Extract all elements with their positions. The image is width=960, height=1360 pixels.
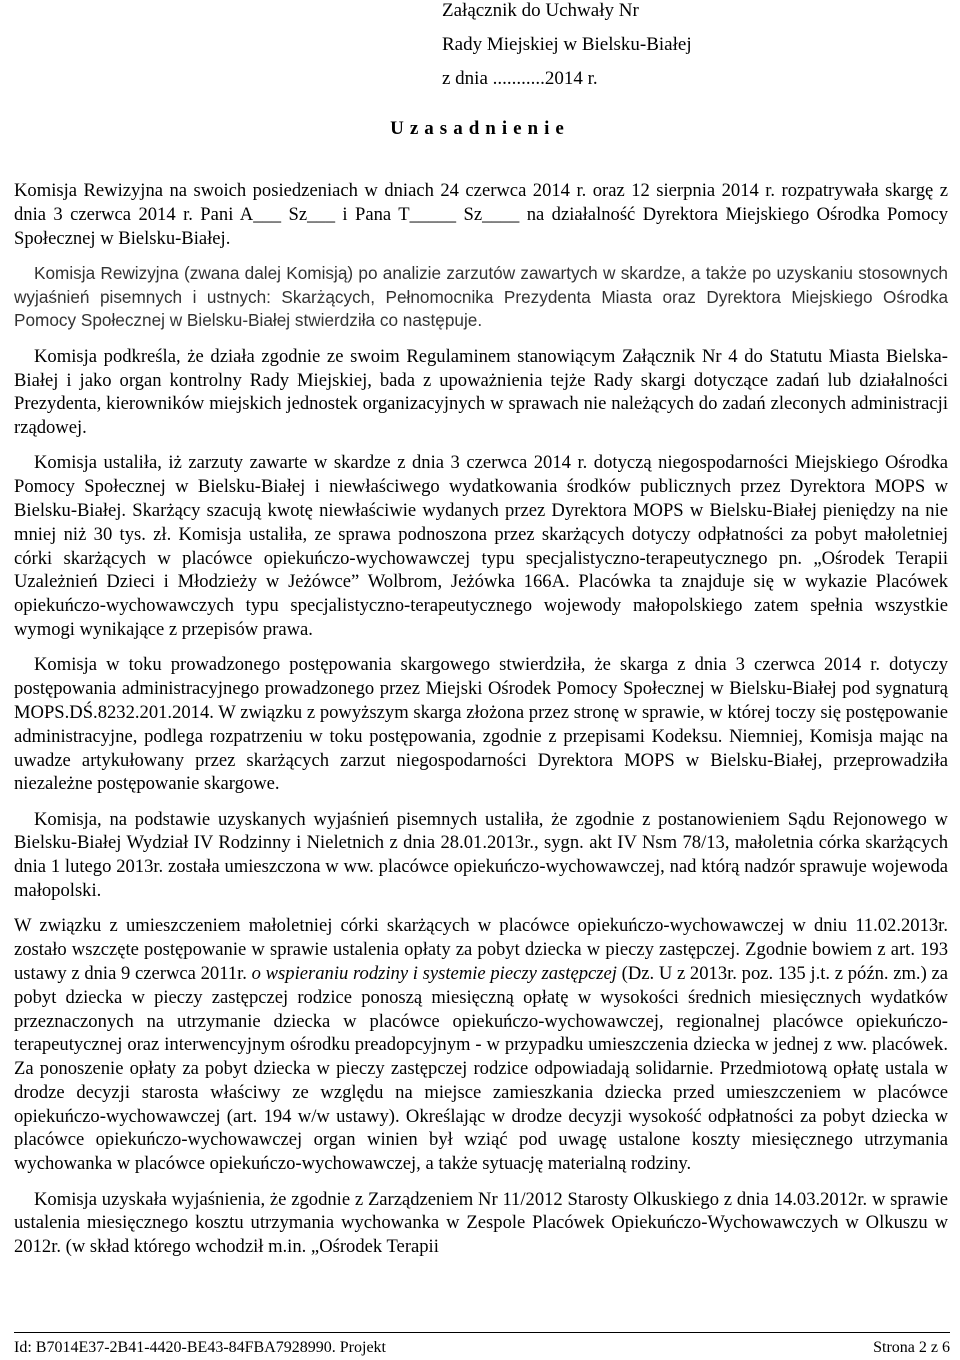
footer-page-number: Strona 2 z 6 [873, 1339, 950, 1356]
paragraph-complaint-intro: Komisja Rewizyjna na swoich posiedzeniach w dniach 24 czerwca 2014 r. oraz 12 sierpnia 2014 r. rozpatrywała skargę z dnia 3 czerwca 2014 r. Pani A___ Sz___ i Pana T_____ Sz____ na działalność Dyrektora Miejskiego Ośrodka Pomocy Społecznej w Bielsku-Białej. [14, 180, 948, 249]
footer-document-id: Id: B7014E37-2B41-4420-BE43-84FBA7928990. Projekt [14, 1339, 386, 1356]
section-title: Uzasadnienie [390, 118, 570, 139]
paragraph-fee-procedure-end: (Dz. U z 2013r. poz. 135 j.t. z późn. zm.) za pobyt dziecka w pieczy zastępczej rodzice ponoszą miesięczną opłatę w wysokości średnich miesięcznych wydatków przeznaczonych na utrzymanie dziecka w placówce opiekuńczo-wychowawczej, regionalnej placówce opiekuńczo-terapeutycznej oraz interwencyjnym ośrodku preadopcyjnym - w przypadku umieszczenia dziecka w jednej z ww. placówek. Za ponoszenie opłaty za pobyt dziecka w pieczy zastępczej rodzice odpowiadają solidarnie. Przedmiotową opłatę ustala w drodze decyzji starosta właściwy ze względu na miejsce zamieszkania dziecka przed umieszczeniem w placówce opiekuńczo-wychowawczej (art. 194 w/w ustawy). Określając w drodze decyzji wysokość odpłatności za pobyt dziecka w placówce opiekuńczo-wychowawczej organ winien był wziąć pod uwagę ustalone koszty miesięcznego utrzymania wychowanka w placówce opiekuńczo-wychowawczej, a także sytuację materialną rodziny. [14, 962, 948, 1175]
header-line-attachment: Załącznik do Uchwały Nr [442, 0, 639, 21]
paragraph-starost-ordinance: Komisja uzyskała wyjaśnienia, że zgodnie z Zarządzeniem Nr 11/2012 Starosty Olkuskiego z dnia 14.03.2012r. w sprawie ustalenia miesięcznego kosztu utrzymania wychowanka w Zespole Placówek Opiekuńczo-Wychowawczych w Olkuszu w 2012r. (w skład którego wchodził m.in. „Ośrodek Terapii [14, 1188, 948, 1258]
paragraph-commission-role: Komisja podkreśla, że działa zgodnie ze swoim Regulaminem stanowiącym Załącznik Nr 4 do Statutu Miasta Bielska-Białej i jako organ kontrolny Rady Miejskiej, bada z upoważnienia tejże Rady skargi dotyczące zadań lub działalności Prezydenta, kierowników miejskich jednostek organizacyjnych w sprawach nie należących do zadań zleconych administracji rządowej. [14, 345, 948, 439]
paragraph-administrative-procedure: Komisja w toku prowadzonego postępowania skargowego stwierdziła, że skarga z dnia 3 czerwca 2014 r. dotyczy postępowania administracyjnego prowadzonego przez Miejski Ośrodek Pomocy Społecznej w Bielsku-Białej pod sygnaturą MOPS.DŚ.8232.201.2014. W związku z powyższym skarga złożona przez stronę w sprawie, w której toczy się postępowanie administracyjne, podlega rozpatrzeniu w toku postępowania, zgodnie z przepisami Kodeksu. Niemniej, Komisja mając na uwadze artykułowany przez skarżących zarzut niegospodarności Dyrektora MOPS w Bielsku-Białej, przeprowadziła niezależne postępowanie skargowe. [14, 654, 948, 795]
attachment-header [442, 0, 922, 96]
footer-divider [14, 1332, 950, 1333]
paragraph-commission-findings: Komisja Rewizyjna (zwana dalej Komisją) po analizie zarzutów zawartych w skardze, a także po uzyskaniu stosownych wyjaśnień pisemnych i ustnych: Skarżących, Pełnomocnika Prezydenta Miasta oraz Dyrektora Miejskiego Ośrodka Pomocy Społecznej w Bielsku-Białej stwierdziła co następuje. [14, 262, 948, 331]
header-line-date: z dnia ...........2014 r. [442, 68, 598, 89]
paragraph-court-decision: Komisja, na podstawie uzyskanych wyjaśnień pisemnych ustaliła, że zgodnie z postanowieniem Sądu Rejonowego w Bielsku-Białej Wydział IV Rodzinny i Nieletnich z dnia 28.01.2013r., sygn. akt IV Nsm 78/13, małoletnia córka skarżących dnia 1 lutego 2013r. została umieszczona w ww. placówce opiekuńczo-wychowawczej, nad którą nadzór sprawuje wojewoda małopolski. [14, 808, 948, 902]
act-title-italic: o wspieraniu rodziny i systemie pieczy zastępczej [251, 962, 617, 984]
document-body [14, 179, 948, 1259]
paragraph-fee-procedure-start: W związku z umieszczeniem małoletniej córki skarżących w placówce opiekuńczo-wychowawczej w dniu 11.02.2013r. zostało wszczęte postępowanie w sprawie ustalenia opłaty za pobyt dziecka w pieczy zastępczej. Zgodnie bowiem z art. 193 ustawy z dnia 9 czerwca 2011r. [14, 915, 948, 984]
header-line-council: Rady Miejskiej w Bielsku-Białej [442, 34, 692, 55]
paragraph-fee-procedure [14, 914, 948, 1176]
paragraph-complaint-subject: Komisja ustaliła, iż zarzuty zawarte w skardze z dnia 3 czerwca 2014 r. dotyczą niegospodarności Miejskiego Ośrodka Pomocy Społecznej w Bielsku-Białej i niewłaściwego wydatkowania środków publicznych przez Dyrektora MOPS w Bielsku-Białej. Skarżący szacują kwotę niewłaściwie wydanych przez Dyrektora MOPS w Bielsku-Białej pieniędzy na nie mniej niż 30 tys. zł. Komisja ustaliła, ze sprawa podnoszona przez skarżących dotyczy odpłatności za pobyt małoletniej córki skarżących w placówce opiekuńczo-wychowawczej typu specjalistyczno-terapeutycznego pn. „Ośrodek Terapii Uzależnień Dzieci i Młodzieży w Jeżówce” Wolbrom, Jeżówka 166A. Placówka ta znajduje się w wykazie Placówek opiekuńczo-wychowawczych typu specjalistyczno-terapeutycznego wojewody małopolskiego zatem spełnia wszystkie wymogi wynikające z przepisów prawa. [14, 452, 948, 641]
